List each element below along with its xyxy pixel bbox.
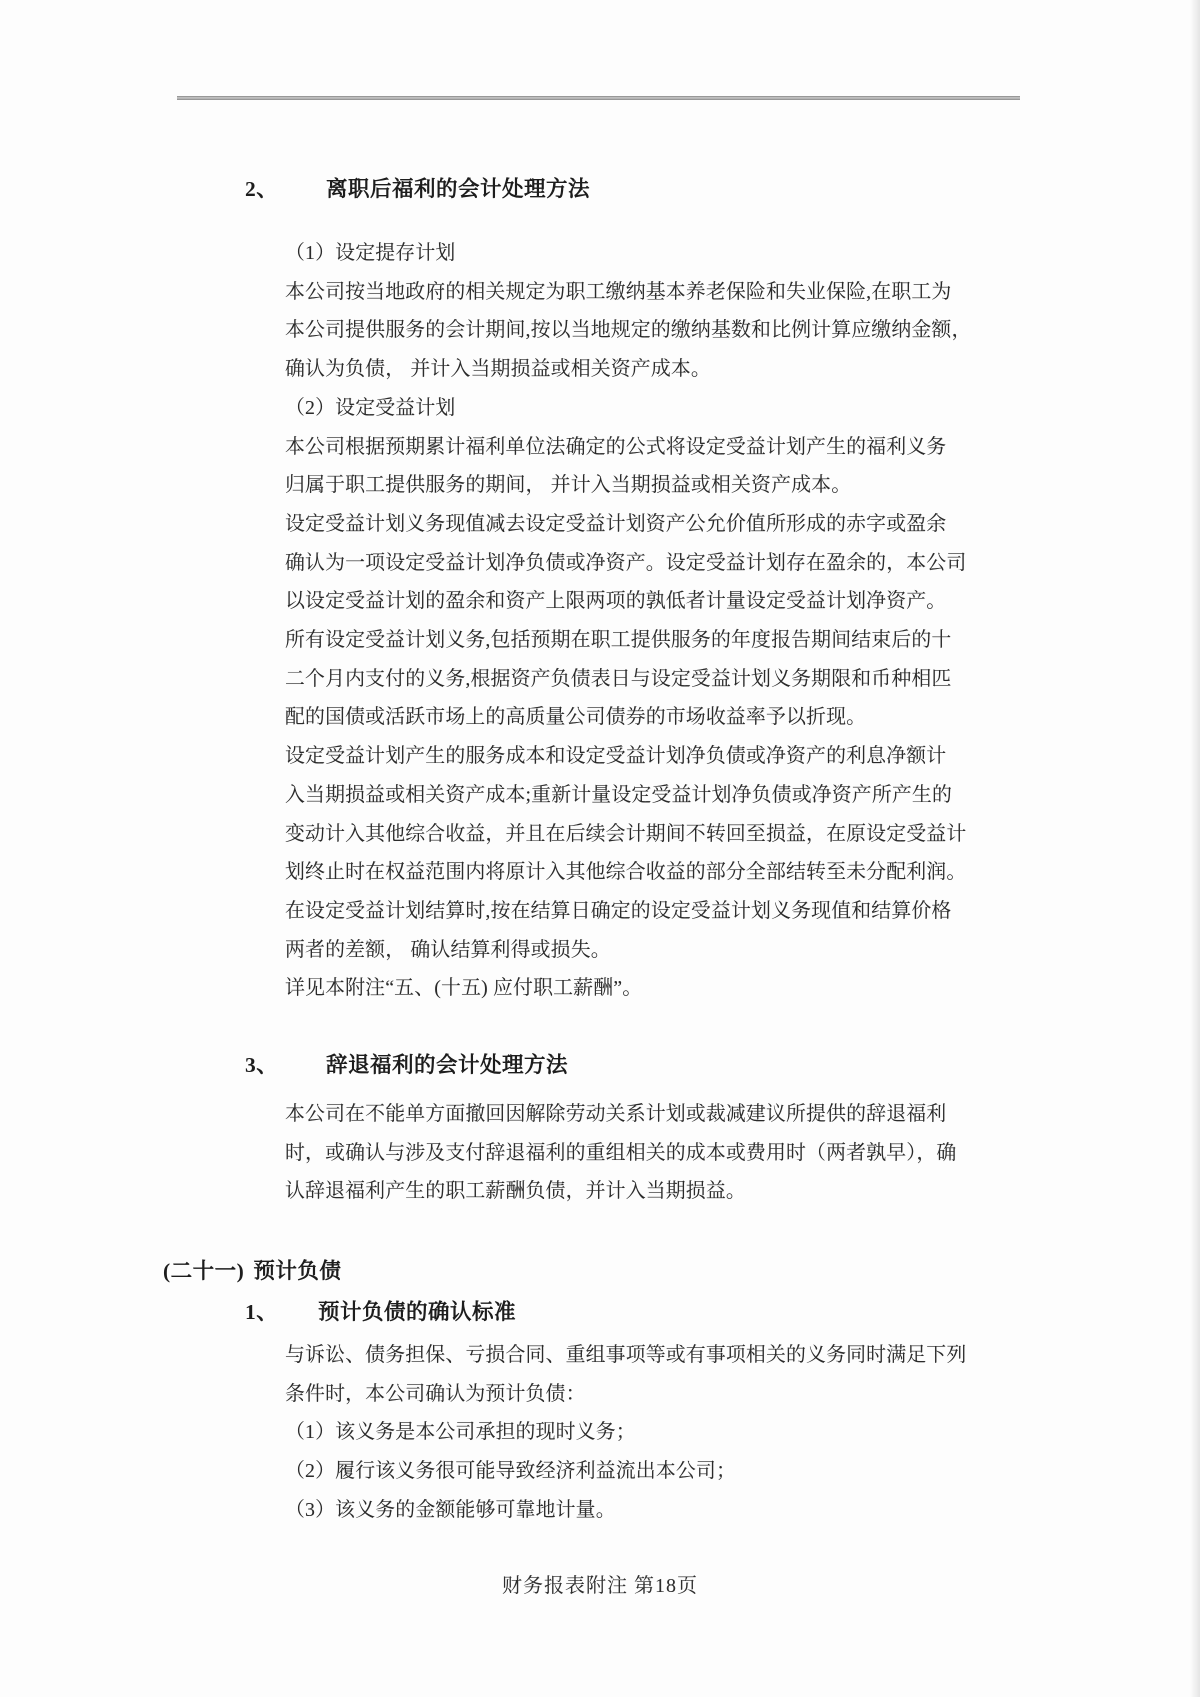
text-line: （1）该义务是本公司承担的现时义务； xyxy=(285,1421,636,1444)
text-line: 划终止时在权益范围内将原计入其他综合收益的部分全部结转至未分配利润。 xyxy=(285,861,967,884)
text-line: 所有设定受益计划义务,包括预期在职工提供服务的年度报告期间结束后的十 xyxy=(285,629,952,652)
section-21-title: 预计负债 xyxy=(253,1259,342,1283)
section-3-title: 辞退福利的会计处理方法 xyxy=(326,1053,569,1077)
section-21-label: (二十一) xyxy=(163,1259,245,1283)
section-2-body xyxy=(285,234,980,1008)
section-2-title: 离职后福利的会计处理方法 xyxy=(326,177,591,201)
text-line: 配的国债或活跃市场上的高质量公司债券的市场收益率予以折现。 xyxy=(285,706,867,729)
section-21-body xyxy=(285,1336,980,1530)
text-line: 本公司提供服务的会计期间,按以当地规定的缴纳基数和比例计算应缴纳金额， xyxy=(285,319,972,342)
text-line: 详见本附注“五、(十五) 应付职工薪酬”。 xyxy=(285,977,643,1000)
section-21-sub-heading xyxy=(245,1299,516,1326)
text-line: 认辞退福利产生的职工薪酬负债，并计入当期损益。 xyxy=(285,1180,746,1203)
section-2-number: 2、 xyxy=(245,177,279,201)
text-line: 与诉讼、债务担保、亏损合同、重组事项等或有事项相关的义务同时满足下列 xyxy=(285,1344,967,1366)
text-line: 归属于职工提供服务的期间， 并计入当期损益或相关资产成本。 xyxy=(285,474,852,497)
text-line: （2）设定受益计划 xyxy=(285,396,456,419)
page-edge-shadow xyxy=(1190,0,1200,1697)
text-line: 以设定受益计划的盈余和资产上限两项的孰低者计量设定受益计划净资产。 xyxy=(285,590,947,613)
text-line: 确认为一项设定受益计划净负债或净资产。设定受益计划存在盈余的，本公司 xyxy=(285,551,967,574)
section-3-body xyxy=(285,1095,980,1211)
text-line: 设定受益计划产生的服务成本和设定受益计划净负债或净资产的利息净额计 xyxy=(285,745,947,768)
section-2-heading xyxy=(245,176,590,203)
text-line: （3）该义务的金额能够可靠地计量。 xyxy=(285,1498,616,1521)
text-line: 确认为负债， 并计入当期损益或相关资产成本。 xyxy=(285,358,711,381)
text-line: 入当期损益或相关资产成本;重新计量设定受益计划净负债或净资产所产生的 xyxy=(285,783,953,806)
text-line: 两者的差额， 确认结算利得或损失。 xyxy=(285,938,611,961)
text-line: 本公司按当地政府的相关规定为职工缴纳基本养老保险和失业保险,在职工为 xyxy=(285,280,952,303)
section-21-heading xyxy=(163,1258,341,1285)
text-line: 条件时，本公司确认为预计负债： xyxy=(285,1382,586,1405)
text-line: 变动计入其他综合收益，并且在后续会计期间不转回至损益，在原设定受益计 xyxy=(285,822,967,845)
section-21-sub-number: 1、 xyxy=(245,1300,279,1324)
text-line: 时，或确认与涉及支付辞退福利的重组相关的成本或费用时（两者孰早），确 xyxy=(285,1141,957,1164)
text-line: （1）设定提存计划 xyxy=(285,242,456,264)
text-line: 设定受益计划义务现值减去设定受益计划资产公允价值所形成的赤字或盈余 xyxy=(285,512,947,535)
text-line: 二个月内支付的义务,根据资产负债表日与设定受益计划义务期限和币种相匹 xyxy=(285,667,952,690)
text-line: 本公司根据预期累计福利单位法确定的公式将设定受益计划产生的福利义务 xyxy=(285,435,947,458)
page-footer: 财务报表附注 第18页 xyxy=(502,1575,698,1597)
text-line: （2）履行该义务很可能导致经济利益流出本公司； xyxy=(285,1460,736,1483)
text-line: 本公司在不能单方面撤回因解除劳动关系计划或裁减建议所提供的辞退福利 xyxy=(285,1103,947,1125)
text-line: 在设定受益计划结算时,按在结算日确定的设定受益计划义务现值和结算价格 xyxy=(285,899,952,922)
section-3-number: 3、 xyxy=(245,1053,279,1077)
section-3-heading xyxy=(245,1052,568,1079)
header-rule xyxy=(177,96,1020,100)
section-21-sub-title: 预计负债的确认标准 xyxy=(318,1300,517,1324)
